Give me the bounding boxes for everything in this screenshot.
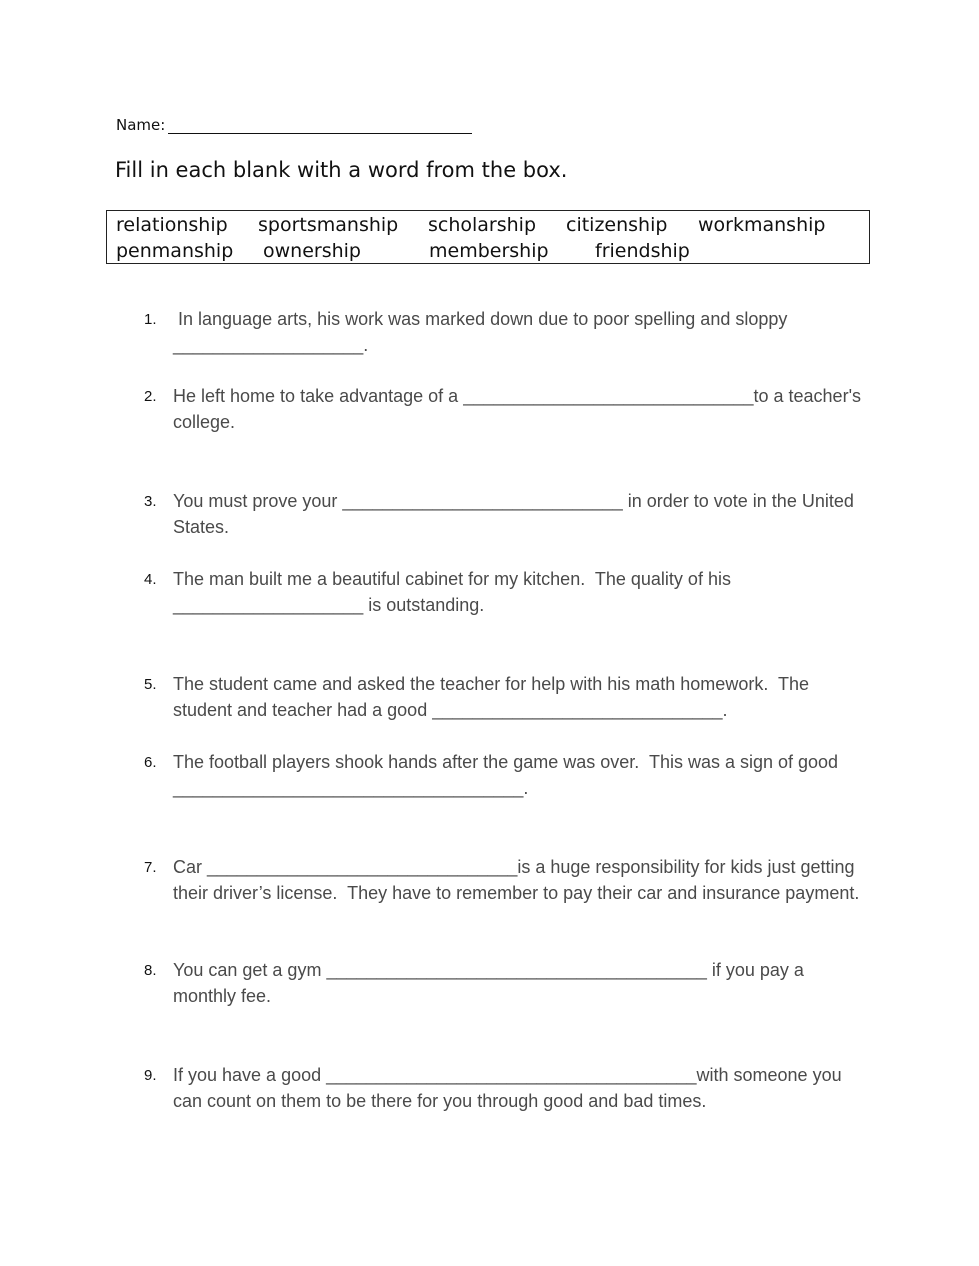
word-bank-item: scholarship	[428, 214, 537, 236]
word-bank-item: citizenship	[566, 214, 668, 236]
question-text: If you have a good _____________________________________with someone you can count on them to be there for you through good and bad times.	[173, 1065, 847, 1111]
name-row	[116, 116, 472, 134]
question-item	[144, 855, 864, 906]
word-bank-item: membership	[429, 240, 549, 262]
question-item	[144, 1063, 864, 1114]
question-number: 1.	[144, 311, 157, 328]
word-bank-item: relationship	[116, 214, 228, 236]
name-label: Name:	[116, 116, 166, 134]
question-number: 5.	[144, 676, 157, 693]
question-item	[144, 672, 864, 723]
word-bank-item: workmanship	[698, 214, 826, 236]
question-item	[144, 307, 864, 358]
name-blank-line[interactable]	[168, 118, 472, 134]
instructions-heading: Fill in each blank with a word from the box.	[115, 158, 568, 182]
question-number: 7.	[144, 859, 157, 876]
question-text: The man built me a beautiful cabinet for my kitchen. The quality of his ___________________ is outstanding.	[173, 569, 736, 615]
question-item	[144, 489, 864, 540]
question-item	[144, 384, 867, 435]
question-number: 6.	[144, 754, 157, 771]
question-item	[144, 750, 864, 801]
question-number: 4.	[144, 571, 157, 588]
word-bank-box	[106, 210, 870, 264]
question-text: Car _______________________________is a huge responsibility for kids just getting their driver’s license. They have to remember to pay their car and insurance payment.	[173, 857, 860, 903]
word-bank-item: friendship	[595, 240, 690, 262]
question-text: The student came and asked the teacher for help with his math homework. The student and teacher had a good _____________________________.	[173, 674, 815, 720]
question-number: 8.	[144, 962, 157, 979]
question-item	[144, 958, 864, 1009]
question-text: He left home to take advantage of a _____________________________to a teacher's college.	[173, 386, 867, 432]
question-text: The football players shook hands after the game was over. This was a sign of good ___________________________________.	[173, 752, 844, 798]
question-item	[144, 567, 864, 618]
question-text: In language arts, his work was marked down due to poor spelling and sloppy ___________________.	[173, 309, 793, 355]
word-bank-item: penmanship	[116, 240, 234, 262]
word-bank-item: ownership	[263, 240, 361, 262]
question-text: You can get a gym ______________________________________ if you pay a monthly fee.	[173, 960, 809, 1006]
question-number: 3.	[144, 493, 157, 510]
question-text: You must prove your ____________________________ in order to vote in the United States.	[173, 491, 859, 537]
question-number: 2.	[144, 388, 157, 405]
question-number: 9.	[144, 1067, 157, 1084]
word-bank-item: sportsmanship	[258, 214, 399, 236]
